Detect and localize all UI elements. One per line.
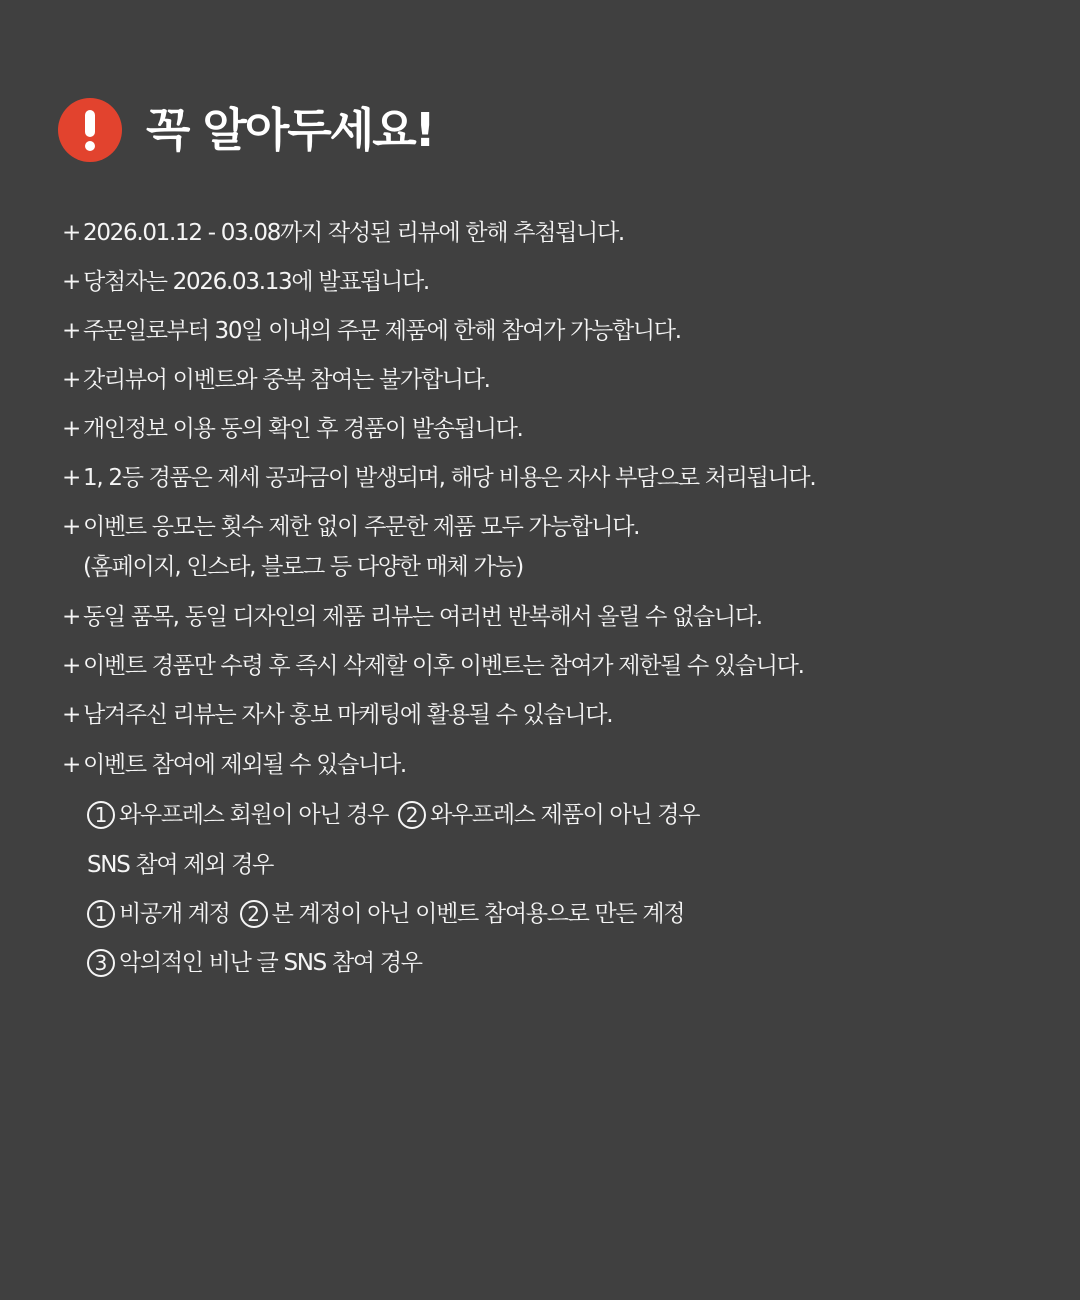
exclusion-line bbox=[87, 899, 684, 929]
circled-number: 2 bbox=[240, 900, 268, 928]
exclusion-line bbox=[87, 948, 422, 978]
notice-item: + 이벤트 응모는 횟수 제한 없이 주문한 제품 모두 가능합니다. bbox=[62, 514, 640, 540]
notice-item-continuation: (홈페이지, 인스타, 블로그 등 다양한 매체 가능) bbox=[83, 554, 523, 580]
notice-item: + 이벤트 참여에 제외될 수 있습니다. bbox=[62, 752, 406, 778]
sns-exclusion-heading: SNS 참여 제외 경우 bbox=[87, 852, 274, 878]
notice-item: + 갓리뷰어 이벤트와 중복 참여는 불가합니다. bbox=[62, 367, 490, 393]
exclusion-text: 본 계정이 아닌 이벤트 참여용으로 만든 계정 bbox=[271, 901, 685, 927]
notice-item: + 개인정보 이용 동의 확인 후 경품이 발송됩니다. bbox=[62, 416, 523, 442]
exclusion-line bbox=[87, 800, 699, 830]
page-title: 꼭 알아두세요! bbox=[146, 103, 434, 157]
notice-header bbox=[58, 98, 434, 162]
circled-number: 2 bbox=[398, 801, 426, 829]
exclamation-circle-icon bbox=[58, 98, 122, 162]
exclusion-text: 비공개 계정 bbox=[119, 901, 230, 927]
circled-number: 1 bbox=[87, 801, 115, 829]
circled-number: 3 bbox=[87, 949, 115, 977]
exclusion-text: 와우프레스 회원이 아닌 경우 bbox=[119, 802, 389, 828]
exclusion-text: 와우프레스 제품이 아닌 경우 bbox=[430, 802, 700, 828]
exclusion-text: 악의적인 비난 글 SNS 참여 경우 bbox=[119, 950, 422, 976]
notice-item: + 1, 2등 경품은 제세 공과금이 발생되며, 해당 비용은 자사 부담으로 처리됩니다. bbox=[62, 465, 816, 491]
notice-item: + 주문일로부터 30일 이내의 주문 제품에 한해 참여가 가능합니다. bbox=[62, 318, 681, 344]
notice-item: + 이벤트 경품만 수령 후 즉시 삭제할 이후 이벤트는 참여가 제한될 수 있습니다. bbox=[62, 653, 804, 679]
circled-number: 1 bbox=[87, 900, 115, 928]
notice-item: + 당첨자는 2026.03.13에 발표됩니다. bbox=[62, 269, 429, 295]
notice-item: + 남겨주신 리뷰는 자사 홍보 마케팅에 활용될 수 있습니다. bbox=[62, 702, 613, 728]
notice-item: + 2026.01.12 - 03.08까지 작성된 리뷰에 한해 추첨됩니다. bbox=[62, 220, 624, 246]
notice-item: + 동일 품목, 동일 디자인의 제품 리뷰는 여러번 반복해서 올릴 수 없습니다. bbox=[62, 604, 762, 630]
